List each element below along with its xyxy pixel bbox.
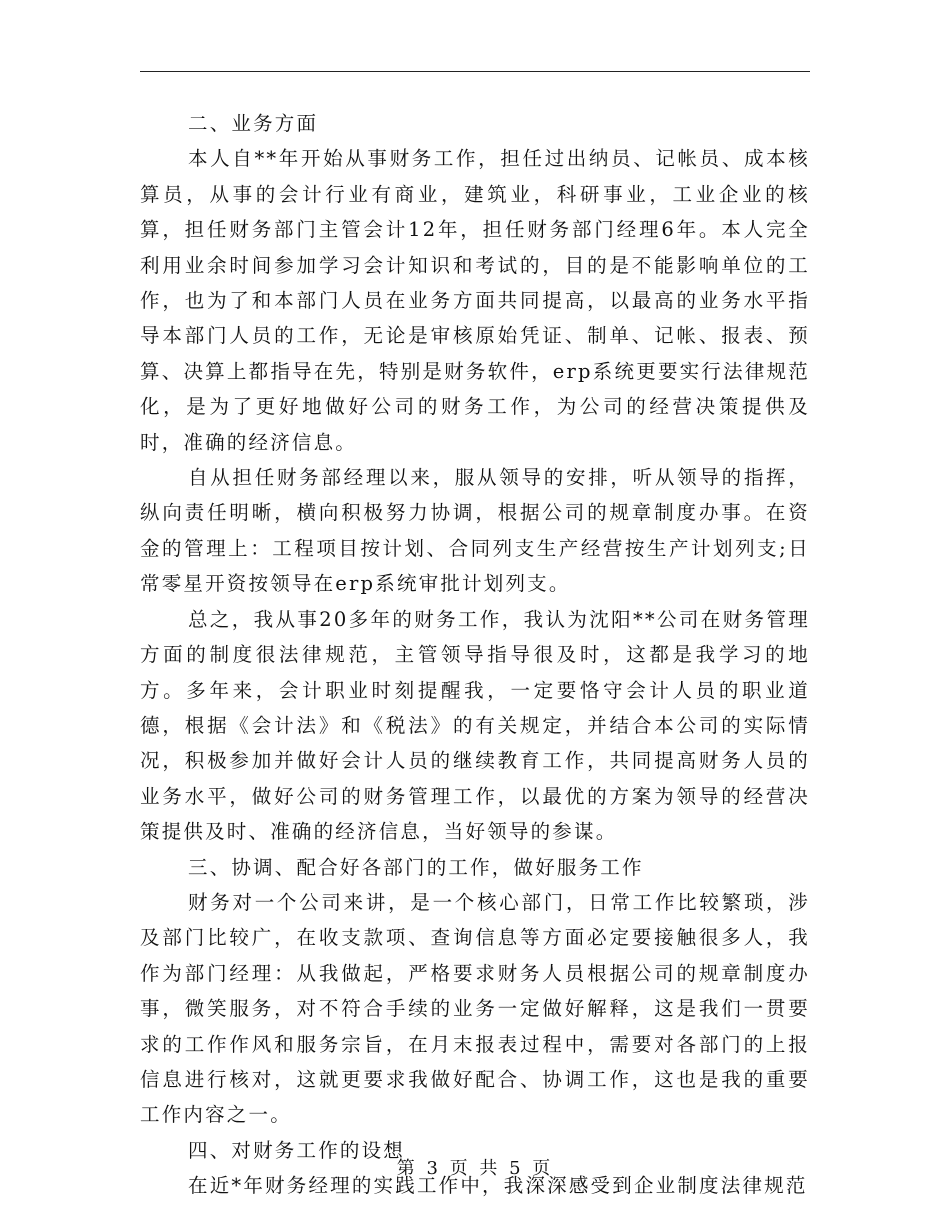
paragraph-service: 财务对一个公司来讲，是一个核心部门，日常工作比较繁琐，涉及部门比较广，在收支款项、查询信息等方面必定要接触很多人，我作为部门经理：从我做起，严格要求财务人员根据公司的规章制度办事，微笑服务，对不符合手续的业务一定做好解释，这是我们一贯要求的工作作风和服务宗旨，在月末报表过程中，需要对各部门的上报信息进行核对，这就更要求我做好配合、协调工作，这也是我的重要工作内容之一。	[140, 890, 810, 1127]
paragraph-summary: 总之，我从事20多年的财务工作，我认为沈阳**公司在财务管理方面的制度很法律规范，主管领导指导很及时，这都是我学习的地方。多年来，会计职业时刻提醒我，一定要恪守会计人员的职业道德，根据《会计法》和《税法》的有关规定，并结合本公司的实际情况，积极参加并做好会计人员的继续教育工作，共同提高财务人员的业务水平，做好公司的财务管理工作，以最优的方案为领导的经营决策提供及时、准确的经济信息，当好领导的参谋。	[140, 607, 810, 844]
section-heading-coordination: 三、协调、配合好各部门的工作，做好服务工作	[188, 855, 644, 879]
paragraph-vision: 在近*年财务经理的实践工作中，我深深感受到企业制度法律规范	[188, 1174, 808, 1198]
paragraph-experience: 本人自**年开始从事财务工作，担任过出纳员、记帐员、成本核算员，从事的会计行业有商业，建筑业，科研事业，工业企业的核算，担任财务部门主管会计12年，担任财务部门经理6年。本人完全利用业余时间参加学习会计知识和考试的，目的是不能影响单位的工作，也为了和本部门人员在业务方面共同提高，以最高的业务水平指导本部门人员的工作，无论是审核原始凭证、制单、记帐、报表、预算、决算上都指导在先，特别是财务软件，erp系统更要实行法律规范化，是为了更好地做好公司的财务工作，为公司的经营决策提供及时，准确的经济信息。	[140, 147, 810, 454]
page-number-footer: 第 3 页 共 5 页	[396, 1158, 554, 1179]
section-heading-business: 二、业务方面	[188, 112, 319, 135]
paragraph-management: 自从担任财务部经理以来，服从领导的安排，听从领导的指挥，纵向责任明晰，横向积极努力协调，根据公司的规章制度办事。在资金的管理上：工程项目按计划、合同列支生产经营按生产计划列支;日常零星开资按领导在erp系统审批计划列支。	[140, 466, 810, 596]
header-rule	[140, 71, 810, 72]
document-body	[140, 106, 810, 1204]
section-heading-vision: 四、对财务工作的设想	[188, 1138, 406, 1162]
